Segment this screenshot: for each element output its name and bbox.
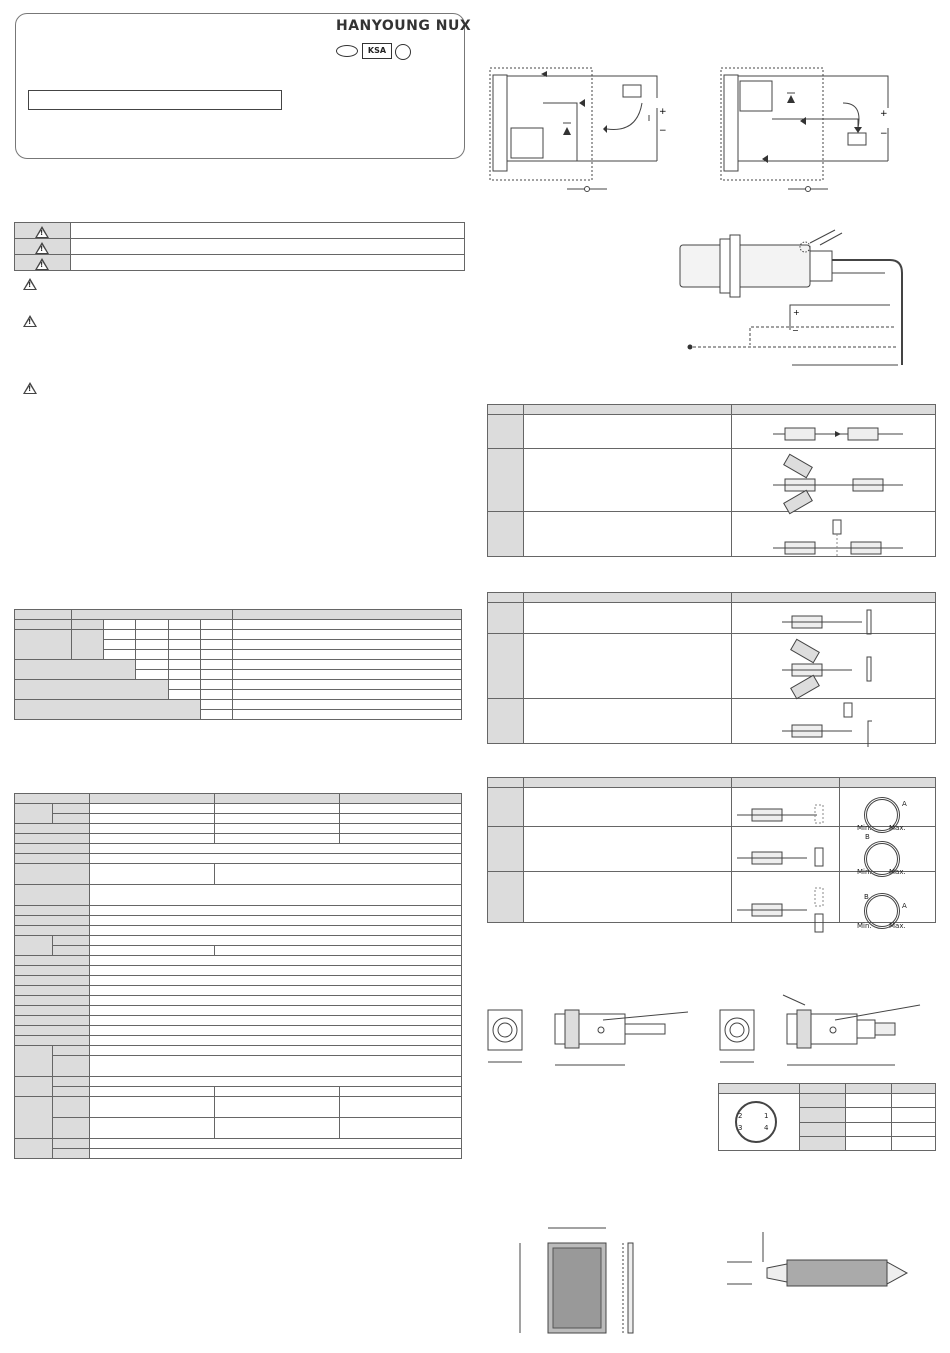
brand-logo: HANYOUNG NUX (336, 18, 472, 34)
dial-b: B (865, 833, 870, 841)
svg-text:+: + (793, 308, 800, 317)
svg-text:−: − (792, 326, 799, 335)
minus-label: − (659, 126, 667, 136)
dial-max: Max. (889, 824, 906, 832)
warning-icon (23, 382, 37, 394)
sensor-angled-drawing (773, 460, 913, 510)
dimension-connector-type (715, 1000, 945, 1080)
dial-min: Min. (857, 868, 872, 876)
dial-max: Max. (889, 922, 906, 930)
sensor-parallel-drawing (773, 520, 913, 560)
pin-1: 1 (764, 1112, 769, 1120)
sensitivity-sensor-2 (737, 843, 832, 873)
reflector-dimension-drawing (505, 1213, 655, 1343)
cert-mark-ksa: KSA (362, 43, 392, 59)
dial-max: Max. (889, 868, 906, 876)
pin-2: 2 (738, 1112, 743, 1120)
pin-3: 3 (738, 1124, 743, 1132)
sensor-pair-drawing (773, 425, 913, 445)
output-circuit-pnp (718, 63, 918, 203)
dial-min: Min. (857, 824, 872, 832)
retro-parallel-drawing (782, 703, 892, 747)
cert-mark-1 (336, 45, 358, 57)
connector-face-drawing (735, 1101, 777, 1143)
sensor-wiring-diagram (680, 215, 920, 375)
sensitivity-sensor-1 (737, 800, 832, 830)
pin-4: 4 (764, 1124, 769, 1132)
minus-label: − (880, 129, 888, 139)
plus-label: + (880, 109, 888, 119)
dimension-cable-type (483, 1000, 703, 1080)
specification-table (14, 793, 462, 1159)
warning-icon (23, 278, 37, 290)
model-input-box (28, 90, 282, 110)
warning-icon (23, 315, 37, 327)
cable-accessory-drawing (727, 1232, 927, 1312)
caution-level-table (14, 222, 465, 271)
sensitivity-sensor-3 (737, 888, 832, 932)
cert-mark-3 (395, 44, 411, 60)
dial-min: Min. (857, 922, 872, 930)
dial-a: A (902, 902, 907, 910)
model-code-table (14, 609, 462, 720)
header-card (15, 13, 465, 159)
dial-a: A (902, 800, 907, 808)
plus-label: + (659, 107, 667, 117)
output-circuit-npn (487, 63, 687, 203)
retro-angled-drawing (782, 645, 892, 695)
dial-b: B (864, 893, 869, 901)
retro-sensor-drawing (782, 610, 892, 634)
